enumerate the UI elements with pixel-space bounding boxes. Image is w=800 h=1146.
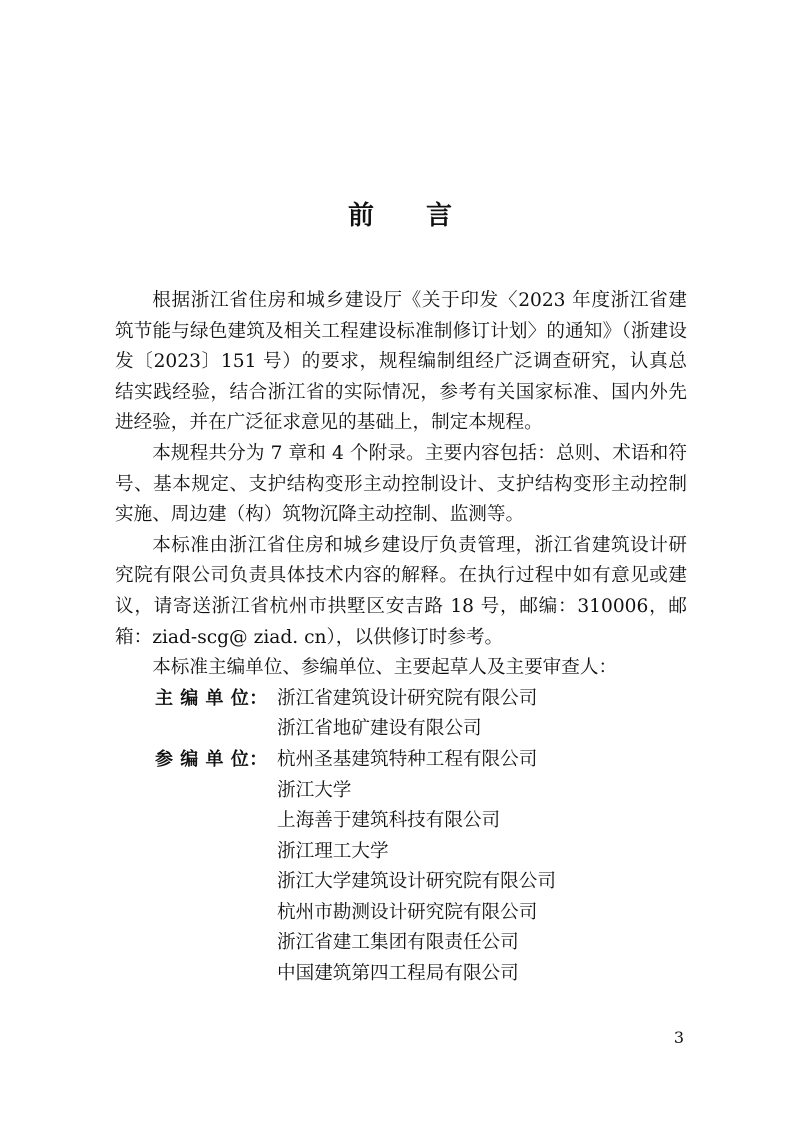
chief-editor-list: [277, 684, 687, 745]
paragraph-3: 本标准由浙江省住房和城乡建设厅负责管理，浙江省建筑设计研究院有限公司负责具体技术内容的解释。在执行过程中如有意见或建议，请寄送浙江省杭州市拱墅区安吉路 18 号，邮编：310006，邮箱：ziad-scg@ ziad. cn），以供修订时参考。: [115, 534, 687, 648]
chief-editor-label: 主 编 单 位：: [155, 687, 268, 709]
units-intro: 本标准主编单位、参编单位、主要起草人及主要审查人：: [152, 657, 618, 679]
title-char-2: 言: [426, 201, 453, 231]
page-number: 3: [673, 1028, 684, 1047]
participating-editor-unit: 杭州圣基建筑特种工程有限公司: [277, 748, 538, 770]
participating-editor-unit: 杭州市勘测设计研究院有限公司: [277, 901, 538, 923]
participating-editor-list: [277, 745, 687, 990]
page-title: [0, 196, 800, 236]
participating-editor-unit: 浙江大学: [277, 779, 352, 801]
paragraph-1: 根据浙江省住房和城乡建设厅《关于印发〈2023 年度浙江省建筑节能与绿色建筑及相关工程建设标准制修订计划〉的通知》（浙建设发〔2023〕151 号）的要求，规程编制组经广泛调查研究，认真总结实践经验，结合浙江省的实际情况，参考有关国家标准、国内外先进经验，并在广泛征求意见的基础上，制定本规程。: [115, 290, 687, 434]
participating-editor-unit: 浙江理工大学: [277, 840, 389, 862]
chief-editor-units: [115, 684, 687, 745]
participating-editor-label: 参 编 单 位：: [155, 748, 268, 770]
title-char-1: 前: [347, 201, 374, 231]
participating-editor-units: [115, 745, 687, 990]
chief-editor-unit: 浙江省建筑设计研究院有限公司: [277, 687, 538, 709]
participating-editor-unit: 上海善于建筑科技有限公司: [277, 810, 501, 832]
participating-editor-unit: 中国建筑第四工程局有限公司: [277, 963, 519, 985]
participating-editor-unit: 浙江大学建筑设计研究院有限公司: [277, 871, 556, 893]
participating-editor-unit: 浙江省建工集团有限责任公司: [277, 932, 519, 954]
preface-body: [115, 286, 687, 990]
chief-editor-unit: 浙江省地矿建设有限公司: [277, 718, 482, 740]
paragraph-2: 本规程共分为 7 章和 4 个附录。主要内容包括：总则、术语和符号、基本规定、支护结构变形主动控制设计、支护结构变形主动控制实施、周边建（构）筑物沉降主动控制、监测等。: [115, 442, 687, 526]
